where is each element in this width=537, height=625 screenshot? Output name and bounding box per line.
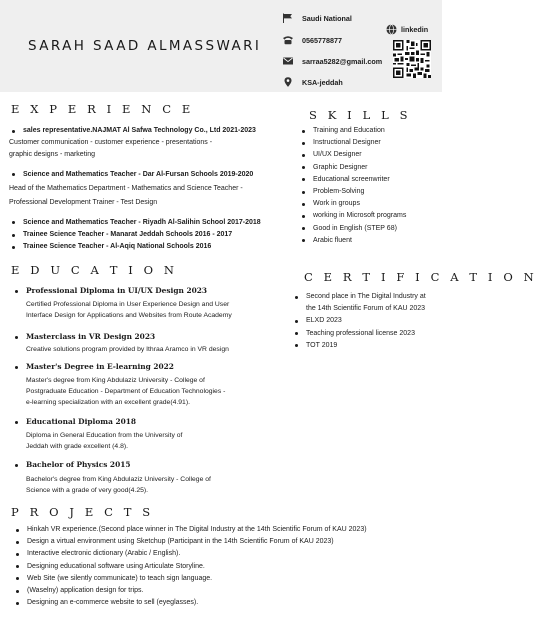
job-description: Head of the Mathematics Department - Mathematics and Science Teacher - (9, 184, 243, 192)
degree-title: Bachelor of Physics 2015 (12, 460, 211, 469)
qr-code-icon[interactable] (393, 40, 431, 78)
education-item (12, 332, 229, 355)
degree-description: Master's degree from King Abdulaziz University - College of (26, 377, 205, 384)
job-title: Science and Mathematics Teacher - Dar Al-Fursan Schools 2019-2020 (9, 169, 261, 181)
education-item (12, 362, 225, 409)
education-item (12, 460, 211, 496)
skill-item: Work in groups (299, 198, 406, 210)
certification-item: Teaching professional license 2023 (292, 328, 426, 340)
certification-list (292, 291, 426, 352)
location-row (282, 77, 343, 87)
job-description: graphic designs - marketing (9, 151, 95, 159)
projects-list (13, 524, 367, 609)
skill-item: Good in English (STEP 68) (299, 223, 406, 235)
location-text: KSA-jeddah (302, 77, 343, 87)
experience-section (9, 125, 261, 253)
certification-heading: C E R T I F I C A T I O N (304, 270, 537, 284)
mail-icon (282, 56, 294, 66)
nationality-text: Saudi National (302, 13, 352, 23)
degree-description: Science with a grade of very good(4.25). (26, 487, 149, 495)
experience-list (9, 125, 261, 137)
experience-heading: E X P E R I E N C E (11, 102, 194, 116)
job-title: Trainee Science Teacher - Al-Aqiq National Schools 2016 (9, 241, 261, 253)
degree-title: Masterclass in VR Design 2023 (12, 332, 229, 341)
certification-line: Second place in The Digital Industry at (306, 293, 426, 300)
degree-description: e-learning specialization with an excellent grade(4.91). (26, 399, 190, 407)
email-text[interactable]: sarraa5282@gmail.com (302, 56, 383, 66)
globe-icon (386, 24, 397, 35)
job-title: Trainee Science Teacher - Manarat Jeddah Schools 2016 - 2017 (9, 229, 261, 241)
skills-heading: S K I L L S (309, 108, 412, 122)
skill-item: Graphic Designer (299, 162, 406, 174)
skill-item: Training and Education (299, 125, 406, 137)
degree-title: Professional Diploma in UI/UX Design 2023 (12, 286, 232, 295)
skills-list (299, 125, 406, 247)
degree-description: Jeddah with grade excellent (4.8). (26, 443, 129, 451)
job-description: Customer communication - customer experience - presentations - (9, 139, 213, 147)
job-title: Science and Mathematics Teacher - Riyadh Al-Salihin School 2017-2018 (9, 217, 261, 229)
project-item: Design a virtual environment using Sketchup (Participant in the 14th Scientific Forum of KAU 2023) (13, 536, 367, 548)
person-name: SARAH SAAD ALMASSWARI (28, 38, 262, 54)
project-item: Designing an e-commerce website to sell (eyeglasses). (13, 597, 367, 609)
project-item: Hinkah VR experience.(Second place winner in The Digital Industry at the 14th Scientific Forum of KAU 2023) (13, 524, 367, 536)
location-pin-icon (282, 77, 294, 87)
skill-item: Instructional Designer (299, 137, 406, 149)
experience-list (9, 217, 261, 254)
project-item: (Waselny) application design for trips. (13, 585, 367, 597)
linkedin-text[interactable]: linkedin (401, 25, 429, 34)
skill-item: UI/UX Designer (299, 149, 406, 161)
projects-heading: P R O J E C T S (11, 505, 154, 519)
job-description: Professional Development Trainer - Test Design (9, 198, 158, 206)
degree-description: Bachelor's degree from King Abdulaziz University - College of (26, 476, 211, 483)
phone-text[interactable]: 0565778877 (302, 35, 342, 45)
flag-icon (282, 13, 294, 23)
email-row (282, 56, 382, 66)
nationality-row (282, 13, 352, 23)
education-item (12, 417, 182, 452)
education-item (12, 286, 232, 321)
experience-list (9, 169, 261, 181)
degree-title: Educational Diploma 2018 (12, 417, 182, 426)
degree-description: Certified Professional Diploma in User Experience Design and User (26, 301, 230, 308)
project-item: Designing educational software using Articulate Storyline. (13, 561, 367, 573)
degree-title: Master's Degree in E-learning 2022 (12, 362, 225, 371)
linkedin-row[interactable] (386, 24, 428, 35)
certification-item: TOT 2019 (292, 340, 426, 352)
skill-item: Educational screenwriter (299, 174, 406, 186)
degree-description: Creative solutions program provided by Ithraa Aramco in VR design (26, 346, 229, 353)
skill-item: Arabic fluent (299, 235, 406, 247)
certification-line: the 14th Scientific Forum of KAU 2023 (306, 305, 426, 313)
skill-item: working in Microsoft programs (299, 210, 406, 222)
education-heading: E D U C A T I O N (11, 263, 178, 277)
degree-description: Interface Design for Applications and Websites from Route Academy (26, 312, 232, 320)
phone-icon (282, 35, 294, 45)
certification-item (292, 291, 426, 315)
skill-item: Problem-Solving (299, 186, 406, 198)
degree-description: Postgraduate Education - Department of Education Technologies - (26, 388, 226, 396)
degree-description: Diploma in General Education from the University of (26, 432, 183, 439)
certification-item: ELXD 2023 (292, 315, 426, 327)
phone-row (282, 35, 342, 45)
job-title: sales representative.NAJMAT Al Safwa Technology Co., Ltd 2021-2023 (9, 125, 261, 137)
project-item: Interactive electronic dictionary (Arabic / English). (13, 548, 367, 560)
project-item: Web Site (we silently communicate) to teach sign language. (13, 573, 367, 585)
